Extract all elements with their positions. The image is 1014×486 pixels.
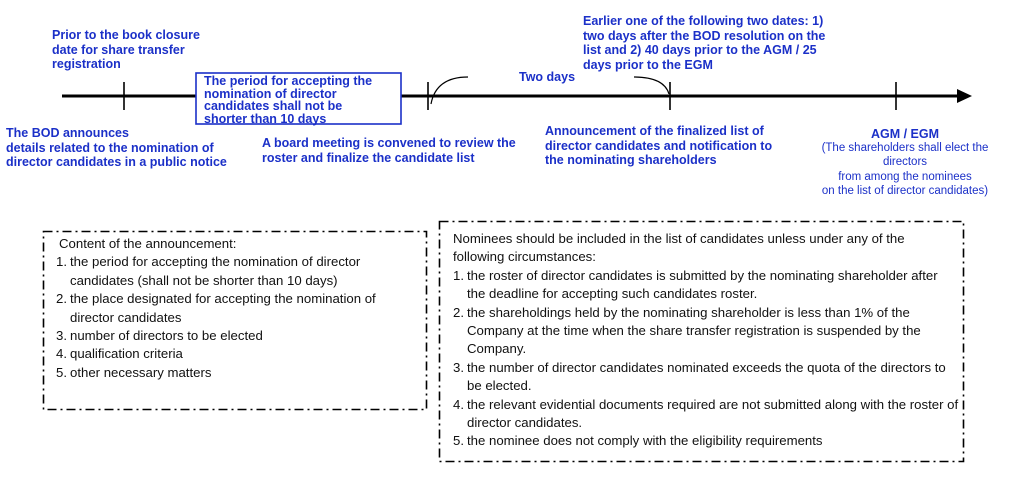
item-number: 4. <box>453 396 464 412</box>
item-number: 2. <box>56 291 67 307</box>
item-text: number of directors to be elected <box>70 328 263 344</box>
announcement-item <box>56 290 418 327</box>
exclusion-item <box>453 267 959 304</box>
exclusion-item <box>453 304 959 359</box>
item-text: other necessary matters <box>70 364 212 380</box>
item-number: 4. <box>56 346 67 362</box>
label-board-meeting: A board meeting is convened to review the roster and finalize the candidate list <box>262 136 516 165</box>
item-number: 1. <box>453 267 464 283</box>
two-days-bracket <box>431 77 468 104</box>
label-agm-egm-detail: (The shareholders shall elect the directors from among the nominees on the list of director candidates) <box>821 142 989 197</box>
item-number: 5. <box>453 433 464 449</box>
two-days-bracket-end <box>634 77 669 94</box>
label-announcement-list: Announcement of the finalized list of director candidates and notification to the nominating shareholders <box>545 124 773 167</box>
nominees-exclusion-box <box>441 230 959 451</box>
nominees-box-intro: Nominees should be included in the list of candidates unless under any of the following circumstances: <box>453 231 905 265</box>
item-number: 3. <box>453 359 464 375</box>
item-text: qualification criteria <box>70 346 183 362</box>
announcement-item <box>56 253 418 290</box>
item-text: the shareholdings held by the nominating shareholder is less than 1% of the Company at the time when the share transfer registration is suspended by the Company. <box>467 304 921 357</box>
item-number: 5. <box>56 364 67 380</box>
label-book-closure: Prior to the book closure date for share transfer registration <box>52 28 200 71</box>
label-agm-egm-title: AGM / EGM <box>870 127 940 141</box>
item-text: the nominee does not comply with the eligibility requirements <box>467 433 823 449</box>
announcement-item <box>56 364 418 382</box>
item-text: the period for accepting the nomination of director candidates (shall not be shorter than 10 days) <box>70 254 361 288</box>
announcement-item <box>56 345 418 363</box>
announcement-content-box <box>46 235 418 382</box>
item-text: the roster of director candidates is submitted by the nominating shareholder after the deadline for accepting such candidates roster. <box>467 267 938 302</box>
item-text: the place designated for accepting the nomination of director candidates <box>70 291 376 325</box>
exclusion-item <box>453 396 959 433</box>
exclusion-item <box>453 432 959 450</box>
timeline-arrowhead <box>957 89 972 103</box>
label-bod-announces: The BOD announces details related to the nomination of director candidates in a public notice <box>6 126 227 169</box>
item-text: the relevant evidential documents required are not submitted along with the roster of director candidates. <box>467 396 959 431</box>
label-earlier-of-dates: Earlier one of the following two dates: 1) two days after the BOD resolution on the list and 2) 40 days prior to the AGM / 25 days prior to the EGM <box>583 14 826 72</box>
announcement-box-title: Content of the announcement: <box>59 236 237 251</box>
announcement-item <box>56 327 418 345</box>
period-box-text: The period for accepting the nomination of director candidates shall not be shorter than 10 days <box>204 74 373 126</box>
item-number: 3. <box>56 328 67 344</box>
item-text: the number of director candidates nominated exceeds the quota of the directors to be elected. <box>467 359 946 394</box>
item-number: 2. <box>453 304 464 320</box>
exclusion-item <box>453 359 959 396</box>
item-number: 1. <box>56 254 67 270</box>
label-two-days: Two days <box>519 70 576 84</box>
